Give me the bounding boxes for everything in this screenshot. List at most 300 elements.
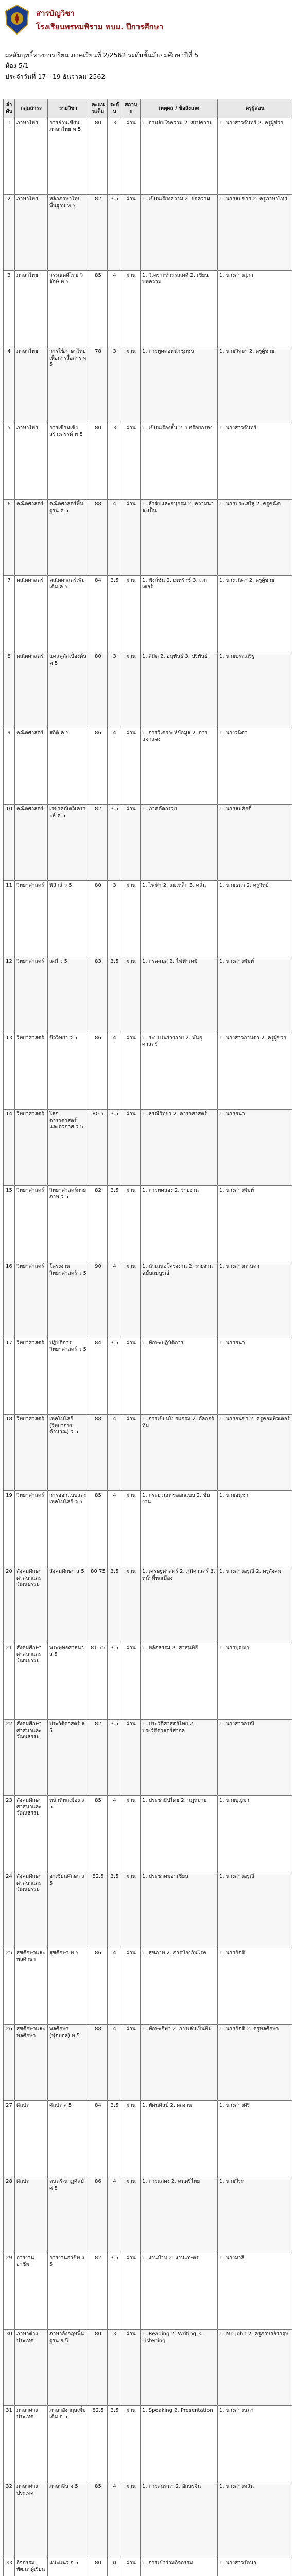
cell-group: คณิตศาสตร์ — [15, 728, 48, 805]
cell-group: วิทยาศาสตร์ — [15, 1110, 48, 1186]
cell-teacher: 1. นายสมชาย 2. ครูภาษาไทย — [218, 195, 292, 271]
cell-teacher: 1. นายอนุชา 2. ครูคอมพิวเตอร์ — [218, 1415, 292, 1491]
cell-status: ผ่าน — [122, 652, 141, 728]
cell-group: ภาษาต่างประเทศ — [15, 2330, 48, 2406]
cell-no: 7 — [4, 576, 15, 652]
cell-teacher: 1. นายอนุชา — [218, 1491, 292, 1567]
cell-status: ผ่าน — [122, 347, 141, 423]
table-row — [4, 2253, 292, 2330]
table-row — [4, 1338, 292, 1415]
cell-score: 85 — [89, 1491, 108, 1567]
cell-group: คณิตศาสตร์ — [15, 500, 48, 576]
cell-score: 80 — [89, 881, 108, 957]
table-row — [4, 1033, 292, 1110]
cell-course: วิทยาศาสตร์กายภาพ ว 5 — [48, 1186, 89, 1262]
school-emblem-icon — [4, 4, 30, 35]
cell-status: ผ่าน — [122, 2025, 141, 2101]
cell-teacher: 1. นายธนา — [218, 1110, 292, 1186]
cell-reason: 1. ประวัติศาสตร์ไทย 2. ประวัติศาสตร์สากล — [141, 1720, 218, 1796]
cell-status: ผ่าน — [122, 118, 141, 195]
column-header: ระดับ — [108, 99, 122, 118]
cell-status: ผ่าน — [122, 1720, 141, 1796]
table-row — [4, 1110, 292, 1186]
cell-grade: 4 — [108, 2177, 122, 2253]
cell-reason: 1. สุขภาพ 2. การป้องกันโรค — [141, 1948, 218, 2025]
cell-reason: 1. นำเสนอโครงงาน 2. รายงานฉบับสมบูรณ์ — [141, 1262, 218, 1338]
cell-score: 80 — [89, 2558, 108, 2576]
cell-no: 5 — [4, 423, 15, 500]
cell-reason: 1. ไฟฟ้า 2. แม่เหล็ก 3. คลื่น — [141, 881, 218, 957]
cell-grade: 3.5 — [108, 1110, 122, 1186]
cell-status: ผ่าน — [122, 1796, 141, 1872]
cell-grade: 3.5 — [108, 576, 122, 652]
cell-course: ดนตรี-นาฏศิลป์ ศ 5 — [48, 2177, 89, 2253]
column-header: เหตุผล / ข้อสังเกต — [141, 99, 218, 118]
cell-reason: 1. การพูดต่อหน้าชุมชน — [141, 347, 218, 423]
cell-score: 78 — [89, 347, 108, 423]
cell-grade: 3 — [108, 881, 122, 957]
table-row — [4, 1567, 292, 1643]
cell-no: 24 — [4, 1872, 15, 1948]
cell-group: ภาษาไทย — [15, 423, 48, 500]
table-row — [4, 1872, 292, 1948]
cell-no: 26 — [4, 2025, 15, 2101]
cell-course: แนะแนว ก 5 — [48, 2558, 89, 2576]
cell-reason: 1. เศรษฐศาสตร์ 2. ภูมิศาสตร์ 3. หน้าที่พลเมือง — [141, 1567, 218, 1643]
cell-no: 12 — [4, 957, 15, 1033]
cell-reason: 1. Speaking 2. Presentation — [141, 2406, 218, 2482]
cell-reason: 1. งานบ้าน 2. งานเกษตร — [141, 2253, 218, 2330]
table-row — [4, 195, 292, 271]
cell-status: ผ่าน — [122, 1033, 141, 1110]
table-row — [4, 1643, 292, 1720]
table-row — [4, 1491, 292, 1567]
column-header: คะแนนเต็ม — [89, 99, 108, 118]
cell-course: ศิลปะ ศ 5 — [48, 2101, 89, 2177]
table-row — [4, 500, 292, 576]
cell-group: คณิตศาสตร์ — [15, 805, 48, 881]
cell-score: 80.75 — [89, 1567, 108, 1643]
cell-teacher: 1. นางสาวจันทร์ 2. ครูผู้ช่วย — [218, 118, 292, 195]
cell-reason: 1. การสนทนา 2. อักษรจีน — [141, 2482, 218, 2558]
cell-group: ศิลปะ — [15, 2177, 48, 2253]
cell-teacher: 1. นายกิตติ — [218, 1948, 292, 2025]
cell-no: 33 — [4, 2558, 15, 2576]
cell-status: ผ่าน — [122, 1415, 141, 1491]
cell-course: เรขาคณิตวิเคราะห์ ค 5 — [48, 805, 89, 881]
cell-group: วิทยาศาสตร์ — [15, 1186, 48, 1262]
table-row — [4, 1186, 292, 1262]
table-row — [4, 2025, 292, 2101]
cell-grade: 3.5 — [108, 1643, 122, 1720]
cell-no: 8 — [4, 652, 15, 728]
table-row — [4, 881, 292, 957]
cell-course: ภาษาจีน จ 5 — [48, 2482, 89, 2558]
cell-group: คณิตศาสตร์ — [15, 652, 48, 728]
cell-reason: 1. หลักธรรม 2. ศาสนพิธี — [141, 1643, 218, 1720]
cell-group: วิทยาศาสตร์ — [15, 1262, 48, 1338]
cell-score: 88 — [89, 500, 108, 576]
cell-no: 14 — [4, 1110, 15, 1186]
cell-course: อาเซียนศึกษา ส 5 — [48, 1872, 89, 1948]
cell-group: สุขศึกษาและพลศึกษา — [15, 2025, 48, 2101]
cell-course: หลักภาษาไทย พื้นฐาน ท 5 — [48, 195, 89, 271]
cell-course: การใช้ภาษาไทยเพื่อการสื่อสาร ท 5 — [48, 347, 89, 423]
cell-group: วิทยาศาสตร์ — [15, 1415, 48, 1491]
cell-grade: 4 — [108, 500, 122, 576]
cell-status: ผ่าน — [122, 728, 141, 805]
cell-score: 82 — [89, 1720, 108, 1796]
report-period: ประจำวันที่ 17 - 19 ธันวาคม 2562 — [5, 73, 106, 80]
cell-group: ภาษาต่างประเทศ — [15, 2482, 48, 2558]
cell-grade: 4 — [108, 271, 122, 347]
cell-reason: 1. การทดลอง 2. รายงาน — [141, 1186, 218, 1262]
cell-course: สุขศึกษา พ 5 — [48, 1948, 89, 2025]
cell-grade: 3.5 — [108, 1338, 122, 1415]
cell-course: พระพุทธศาสนา ส 5 — [48, 1643, 89, 1720]
cell-group: สังคมศึกษา ศาสนาและวัฒนธรรม — [15, 1567, 48, 1643]
cell-course: สังคมศึกษา ส 5 — [48, 1567, 89, 1643]
table-row — [4, 1262, 292, 1338]
cell-reason: 1. การวิเคราะห์ข้อมูล 2. การแจกแจง — [141, 728, 218, 805]
column-header: สถานะ — [122, 99, 141, 118]
cell-status: ผ่าน — [122, 576, 141, 652]
cell-score: 86 — [89, 728, 108, 805]
cell-group: วิทยาศาสตร์ — [15, 1491, 48, 1567]
cell-teacher: 1. นางวนิดา — [218, 728, 292, 805]
cell-reason: 1. ระบบในร่างกาย 2. พันธุศาสตร์ — [141, 1033, 218, 1110]
cell-course: พลศึกษา (ฟุตบอล) พ 5 — [48, 2025, 89, 2101]
cell-teacher: 1. นายธนา 2. ครูวิทย์ — [218, 881, 292, 957]
cell-group: ภาษาไทย — [15, 195, 48, 271]
cell-status: ผ่าน — [122, 881, 141, 957]
cell-reason: 1. ธรณีวิทยา 2. ดาราศาสตร์ — [141, 1110, 218, 1186]
table-row — [4, 347, 292, 423]
cell-teacher: 1. นางสาวพิมพ์ — [218, 1186, 292, 1262]
cell-reason: 1. ทักษะกีฬา 2. การเล่นเป็นทีม — [141, 2025, 218, 2101]
cell-teacher: 1. นางสาวนภา — [218, 2406, 292, 2482]
cell-group: คณิตศาสตร์ — [15, 576, 48, 652]
cell-grade: 3.5 — [108, 1567, 122, 1643]
cell-no: 13 — [4, 1033, 15, 1110]
cell-score: 82 — [89, 805, 108, 881]
cell-score: 86 — [89, 1033, 108, 1110]
cell-no: 25 — [4, 1948, 15, 2025]
cell-grade: 3 — [108, 118, 122, 195]
grades-table — [3, 99, 292, 2576]
cell-teacher: 1. นายกิตติ 2. ครูพลศึกษา — [218, 2025, 292, 2101]
cell-group: วิทยาศาสตร์ — [15, 957, 48, 1033]
cell-score: 82 — [89, 1186, 108, 1262]
cell-status: ผ่าน — [122, 1872, 141, 1948]
cell-score: 90 — [89, 1262, 108, 1338]
cell-course: โลก ดาราศาสตร์ และอวกาศ ว 5 — [48, 1110, 89, 1186]
cell-grade: 3.5 — [108, 2406, 122, 2482]
cell-reason: 1. ฟังก์ชัน 2. เมทริกซ์ 3. เวกเตอร์ — [141, 576, 218, 652]
cell-grade: 3.5 — [108, 2253, 122, 2330]
cell-score: 88 — [89, 2025, 108, 2101]
cell-reason: 1. กระบวนการออกแบบ 2. ชิ้นงาน — [141, 1491, 218, 1567]
cell-teacher: 1. นายประเสริฐ — [218, 652, 292, 728]
cell-reason: 1. เขียนเรื่องสั้น 2. บทร้อยกรอง — [141, 423, 218, 500]
cell-group: วิทยาศาสตร์ — [15, 1338, 48, 1415]
table-row — [4, 2101, 292, 2177]
cell-course: การออกแบบและเทคโนโลยี ว 5 — [48, 1491, 89, 1567]
cell-course: โครงงานวิทยาศาสตร์ ว 5 — [48, 1262, 89, 1338]
cell-grade: 4 — [108, 1948, 122, 2025]
cell-reason: 1. ประชาคมอาเซียน — [141, 1872, 218, 1948]
table-row — [4, 2482, 292, 2558]
cell-course: สถิติ ค 5 — [48, 728, 89, 805]
cell-teacher: 1. นางสาวหลิน — [218, 2482, 292, 2558]
cell-reason: 1. กรด-เบส 2. ไฟฟ้าเคมี — [141, 957, 218, 1033]
cell-reason: 1. ลำดับและอนุกรม 2. ความน่าจะเป็น — [141, 500, 218, 576]
cell-group: สังคมศึกษา ศาสนาและวัฒนธรรม — [15, 1643, 48, 1720]
cell-grade: 3 — [108, 2330, 122, 2406]
cell-grade: 3 — [108, 652, 122, 728]
cell-teacher: 1. นางมาลี — [218, 2253, 292, 2330]
cell-teacher: 1. นางสาวกานดา 2. ครูผู้ช่วย — [218, 1033, 292, 1110]
cell-status: ผ่าน — [122, 2406, 141, 2482]
cell-score: 88 — [89, 1415, 108, 1491]
cell-reason: 1. การแสดง 2. ดนตรีไทย — [141, 2177, 218, 2253]
cell-reason: 1. ลิมิต 2. อนุพันธ์ 3. ปริพันธ์ — [141, 652, 218, 728]
cell-status: ผ่าน — [122, 1948, 141, 2025]
cell-group: สังคมศึกษา ศาสนาและวัฒนธรรม — [15, 1872, 48, 1948]
cell-course: วรรณคดีไทย วิจักษ์ ท 5 — [48, 271, 89, 347]
cell-status: ผ่าน — [122, 1262, 141, 1338]
cell-grade: 3.5 — [108, 1872, 122, 1948]
school-subtitle: โรงเรียนพรหมพิราม พบม. ปีการศึกษา — [36, 22, 164, 31]
cell-teacher: 1. นายบุญมา — [218, 1643, 292, 1720]
cell-score: 83 — [89, 957, 108, 1033]
cell-reason: 1. วิเคราะห์วรรณคดี 2. เขียนบทความ — [141, 271, 218, 347]
cell-status: ผ่าน — [122, 2482, 141, 2558]
cell-no: 28 — [4, 2177, 15, 2253]
cell-group: สังคมศึกษา ศาสนาและวัฒนธรรม — [15, 1796, 48, 1872]
cell-no: 23 — [4, 1796, 15, 1872]
cell-group: สังคมศึกษา ศาสนาและวัฒนธรรม — [15, 1720, 48, 1796]
cell-reason: 1. เขียนเรียงความ 2. ย่อความ — [141, 195, 218, 271]
cell-grade: 3 — [108, 423, 122, 500]
table-row — [4, 576, 292, 652]
cell-teacher: 1. นายสมศักดิ์ — [218, 805, 292, 881]
table-row — [4, 1796, 292, 1872]
cell-status: ผ่าน — [122, 1338, 141, 1415]
cell-status: ผ่าน — [122, 805, 141, 881]
cell-no: 4 — [4, 347, 15, 423]
table-row — [4, 1948, 292, 2025]
cell-score: 80 — [89, 423, 108, 500]
cell-group: ศิลปะ — [15, 2101, 48, 2177]
cell-reason: 1. การเข้าร่วมกิจกรรม — [141, 2558, 218, 2576]
report-info — [5, 49, 290, 82]
cell-status: ผ่าน — [122, 1567, 141, 1643]
cell-grade: 3.5 — [108, 1720, 122, 1796]
cell-no: 10 — [4, 805, 15, 881]
cell-status: ผ่าน — [122, 2253, 141, 2330]
cell-no: 20 — [4, 1567, 15, 1643]
cell-status: ผ่าน — [122, 195, 141, 271]
cell-course: ภาษาอังกฤษเพิ่มเติม อ 5 — [48, 2406, 89, 2482]
cell-course: เคมี ว 5 — [48, 957, 89, 1033]
cell-no: 6 — [4, 500, 15, 576]
cell-course: คณิตศาสตร์พื้นฐาน ค 5 — [48, 500, 89, 576]
cell-score: 80 — [89, 118, 108, 195]
cell-reason: 1. Reading 2. Writing 3. Listening — [141, 2330, 218, 2406]
cell-score: 80 — [89, 652, 108, 728]
cell-course: การเขียนเชิงสร้างสรรค์ ท 5 — [48, 423, 89, 500]
cell-grade: 4 — [108, 1796, 122, 1872]
cell-score: 86 — [89, 2177, 108, 2253]
document-header — [0, 0, 295, 95]
cell-group: ภาษาไทย — [15, 271, 48, 347]
cell-group: การงานอาชีพ — [15, 2253, 48, 2330]
cell-grade: ผ — [108, 2558, 122, 2576]
cell-score: 80.5 — [89, 1110, 108, 1186]
cell-course: ประวัติศาสตร์ ส 5 — [48, 1720, 89, 1796]
cell-no: 9 — [4, 728, 15, 805]
table-row — [4, 271, 292, 347]
cell-status: ผ่าน — [122, 2177, 141, 2253]
cell-score: 86 — [89, 1948, 108, 2025]
cell-teacher: 1. นางสาวรัตนา — [218, 2558, 292, 2576]
cell-no: 19 — [4, 1491, 15, 1567]
cell-teacher: 1. นางสาวอรุณี — [218, 1720, 292, 1796]
cell-course: ภาษาอังกฤษพื้นฐาน อ 5 — [48, 2330, 89, 2406]
cell-teacher: 1. นางสาวอรุณี — [218, 1872, 292, 1948]
cell-score: 85 — [89, 1796, 108, 1872]
report-class: ห้อง 5/1 — [5, 62, 29, 70]
cell-grade: 4 — [108, 2025, 122, 2101]
table-row — [4, 1415, 292, 1491]
cell-group: ภาษาไทย — [15, 347, 48, 423]
column-header: รายวิชา — [48, 99, 89, 118]
cell-teacher: 1. นางสาวสุภา — [218, 271, 292, 347]
cell-no: 21 — [4, 1643, 15, 1720]
cell-group: สุขศึกษาและพลศึกษา — [15, 1948, 48, 2025]
cell-grade: 4 — [108, 728, 122, 805]
cell-course: ฟิสิกส์ ว 5 — [48, 881, 89, 957]
table-row — [4, 652, 292, 728]
table-row — [4, 805, 292, 881]
cell-grade: 3.5 — [108, 2101, 122, 2177]
cell-status: ผ่าน — [122, 2330, 141, 2406]
column-header: ลำดับ — [4, 99, 15, 118]
cell-reason: 1. อ่านจับใจความ 2. สรุปความ — [141, 118, 218, 195]
cell-no: 17 — [4, 1338, 15, 1415]
cell-course: หน้าที่พลเมือง ส 5 — [48, 1796, 89, 1872]
cell-status: ผ่าน — [122, 271, 141, 347]
cell-score: 82.5 — [89, 1872, 108, 1948]
cell-score: 82.5 — [89, 2406, 108, 2482]
cell-grade: 3.5 — [108, 195, 122, 271]
cell-score: 84 — [89, 1338, 108, 1415]
cell-teacher: 1. นางสาวอรุณี 2. ครูสังคม — [218, 1567, 292, 1643]
cell-score: 82 — [89, 195, 108, 271]
cell-no: 27 — [4, 2101, 15, 2177]
school-name: สารบัญวิชา — [36, 9, 75, 18]
cell-status: ผ่าน — [122, 1110, 141, 1186]
cell-grade: 3.5 — [108, 957, 122, 1033]
cell-reason: 1. ประชาธิปไตย 2. กฎหมาย — [141, 1796, 218, 1872]
cell-no: 2 — [4, 195, 15, 271]
table-row — [4, 2558, 292, 2576]
cell-status: ผ่าน — [122, 423, 141, 500]
table-row — [4, 957, 292, 1033]
cell-course: การงานอาชีพ ง 5 — [48, 2253, 89, 2330]
cell-teacher: 1. นายประเสริฐ 2. ครูคณิต — [218, 500, 292, 576]
cell-teacher: 1. นางสาวพิมพ์ — [218, 957, 292, 1033]
table-header-row — [4, 99, 292, 118]
cell-course: เทคโนโลยี (วิทยาการคำนวณ) ว 5 — [48, 1415, 89, 1491]
table-row — [4, 423, 292, 500]
cell-no: 18 — [4, 1415, 15, 1491]
cell-group: วิทยาศาสตร์ — [15, 1033, 48, 1110]
cell-grade: 4 — [108, 1033, 122, 1110]
table-row — [4, 2330, 292, 2406]
cell-grade: 4 — [108, 1491, 122, 1567]
cell-status: ผ่าน — [122, 1491, 141, 1567]
cell-no: 11 — [4, 881, 15, 957]
cell-teacher: 1. นางวนิดา 2. ครูผู้ช่วย — [218, 576, 292, 652]
table-row — [4, 728, 292, 805]
cell-teacher: 1. นางสาวจันทร์ — [218, 423, 292, 500]
cell-score: 84 — [89, 2101, 108, 2177]
cell-no: 16 — [4, 1262, 15, 1338]
cell-no: 32 — [4, 2482, 15, 2558]
cell-status: ผ่าน — [122, 500, 141, 576]
cell-status: ผ่าน — [122, 2558, 141, 2576]
cell-course: คณิตศาสตร์เพิ่มเติม ค 5 — [48, 576, 89, 652]
cell-grade: 3.5 — [108, 1186, 122, 1262]
cell-status: ผ่าน — [122, 957, 141, 1033]
column-header: กลุ่มสาระ — [15, 99, 48, 118]
cell-score: 80 — [89, 2330, 108, 2406]
cell-no: 22 — [4, 1720, 15, 1796]
cell-score: 84 — [89, 576, 108, 652]
cell-course: การอ่านเขียนภาษาไทย ท 5 — [48, 118, 89, 195]
table-row — [4, 1720, 292, 1796]
cell-teacher: 1. นายบุญมา — [218, 1796, 292, 1872]
cell-course: ปฏิบัติการวิทยาศาสตร์ ว 5 — [48, 1338, 89, 1415]
cell-grade: 3 — [108, 347, 122, 423]
cell-grade: 4 — [108, 2482, 122, 2558]
table-row — [4, 2177, 292, 2253]
cell-course: แคลคูลัสเบื้องต้น ค 5 — [48, 652, 89, 728]
cell-no: 3 — [4, 271, 15, 347]
cell-no: 1 — [4, 118, 15, 195]
cell-reason: 1. ทัศนศิลป์ 2. ผลงาน — [141, 2101, 218, 2177]
cell-score: 82 — [89, 2253, 108, 2330]
cell-teacher: 1. นายวิทยา 2. ครูผู้ช่วย — [218, 347, 292, 423]
cell-no: 15 — [4, 1186, 15, 1262]
table-row — [4, 2406, 292, 2482]
cell-score: 85 — [89, 271, 108, 347]
table-row — [4, 118, 292, 195]
cell-reason: 1. ทักษะปฏิบัติการ — [141, 1338, 218, 1415]
cell-reason: 1. ภาคตัดกรวย — [141, 805, 218, 881]
cell-teacher: 1. นายวีระ — [218, 2177, 292, 2253]
cell-no: 31 — [4, 2406, 15, 2482]
cell-teacher: 1. นางสาวศิริ — [218, 2101, 292, 2177]
cell-teacher: 1. Mr. John 2. ครูภาษาอังกฤษ — [218, 2330, 292, 2406]
report-title: ผลสัมฤทธิ์ทางการเรียน ภาคเรียนที่ 2/2562 ระดับชั้นมัธยมศึกษาปีที่ 5 — [5, 51, 199, 59]
cell-grade: 3.5 — [108, 805, 122, 881]
cell-score: 81.75 — [89, 1643, 108, 1720]
cell-score: 85 — [89, 2482, 108, 2558]
cell-status: ผ่าน — [122, 1186, 141, 1262]
